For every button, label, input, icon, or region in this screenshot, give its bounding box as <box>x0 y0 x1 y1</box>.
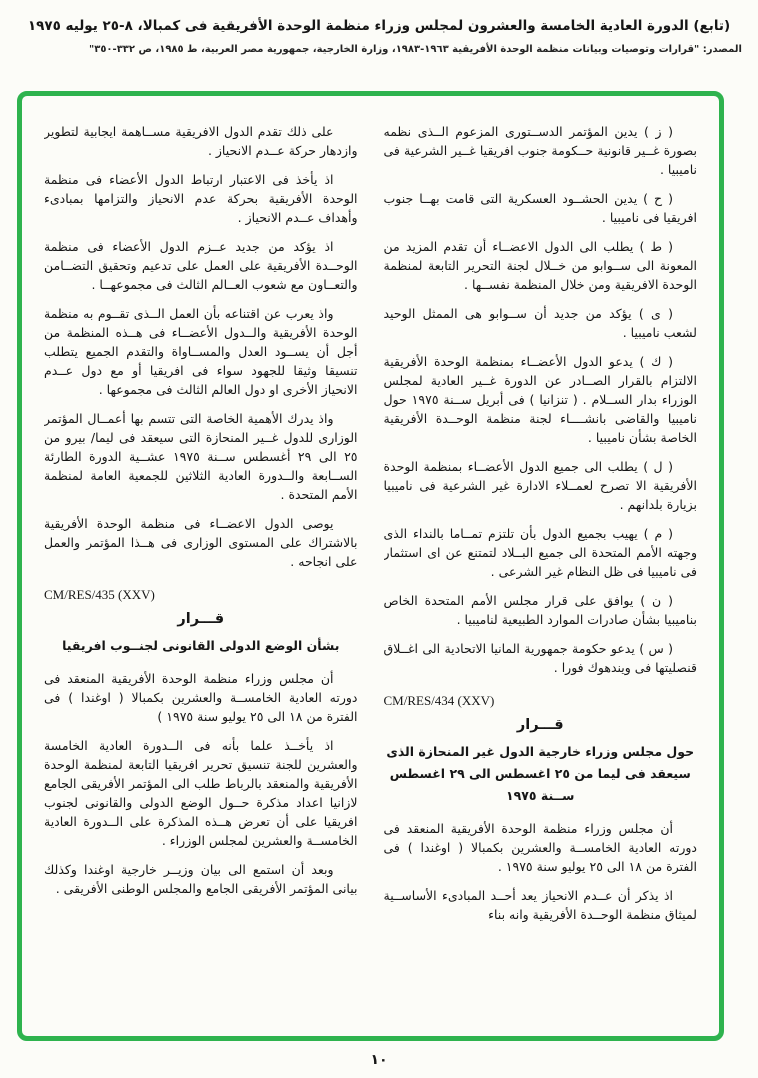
paragraph: على ذلك تقدم الدول الافريقية مســاهمة ايجابية لتطوير وازدهار حركة عــدم الانحياز . <box>44 124 358 158</box>
paragraph: ( ى ) يؤكد من جديد أن ســوابو هى الممثل الوحيد لشعب ناميبيا . <box>383 306 697 340</box>
paragraph: يوصى الدول الاعضــاء فى منظمة الوحدة الأفريقية بالاشتراك على المستوى الوزارى فى هــذا المؤتمر والعمل على انجاحه . <box>44 516 358 569</box>
paragraph: أن مجلس وزراء منظمة الوحدة الأفريقية المنعقد فى دورته العادية الخامســة والعشرين بكمبالا ( اوغندا ) فى الفترة من ١٨ الى ٢٥ يوليو سنة ١٩٧٥ . <box>383 820 697 874</box>
left-column <box>44 122 358 1018</box>
right-column <box>384 122 698 1018</box>
paragraph: ( م ) يهيب بجميع الدول بأن تلتزم تمــاما بالنداء الذى وجهته الأمم المتحدة الى جميع البــلاد لتمتنع عن اى استثمار فى ناميبيا فى ظل النظام غير الشرعى . <box>383 526 697 579</box>
paragraph: ( ح ) يدين الحشــود العسكرية التى قامت بهــا جنوب افريقيا فى ناميبيا . <box>383 191 697 225</box>
paragraph: ( ك ) يدعو الدول الأعضــاء بمنظمة الوحدة الأفريقية الالتزام بالقرار الصــادر عن الدورة غــير العادية لمجلس الوزراء بدار الســلام . ( تنزانيا ) فى أبريل ســنة ١٩٧٥ حول ناميبيا والقاضى بانشــــاء لجنة منظمة الوحــدة الأفريقية الخاصة بشأن ناميبيا . <box>383 354 697 445</box>
resolution-title: قـــرار <box>177 611 225 627</box>
paragraph: اذ يأخذ فى الاعتبار ارتباط الدول الأعضاء فى منظمة الوحدة الأفريقية بحركة عدم الانحياز والتزامها بمبادىء وأهداف عــدم الانحياز . <box>44 172 358 225</box>
resolution-code: CM/RES/435 (XXV) <box>44 587 155 602</box>
resolution-title: قـــرار <box>516 717 564 733</box>
document-header <box>16 16 742 55</box>
paragraph: ( ط ) يطلب الى الدول الاعضــاء أن تقدم المزيد من المعونة الى ســوابو من خــلال لجنة التحرير التابعة لمنظمة الوحدة الافريقية ومن خلال المنظمة نفســها . <box>383 239 697 292</box>
paragraph: أن مجلس وزراء منظمة الوحدة الأفريقية المنعقد فى دورته العادية الخامســة والعشرين بكمبالا ( اوغندا ) فى الفترة من ١٨ الى ٢٥ يوليو سنة ١٩٧٥ ) <box>44 670 358 724</box>
paragraph: اذ يؤكد من جديد عــزم الدول الأعضاء فى منظمة الوحــدة الأفريقية على العمل على تدعيم وتحقيق التضــامن والتعــاون مع شعوب العــالم الثالث فى مجموعهــا . <box>44 239 358 292</box>
paragraph: ( س ) يدعو حكومة جمهورية المانيا الاتحادية الى اغــلاق قنصليتها فى ويندهوك فورا . <box>383 641 697 675</box>
resolution-code: CM/RES/434 (XXV) <box>383 693 495 708</box>
paragraph: ( ن ) يوافق على قرار مجلس الأمم المتحدة الخاص بناميبيا بشأن صادرات الموارد الطبيعية لناميبيا . <box>383 593 697 627</box>
paragraph: وبعد أن استمع الى بيان وزيــر خارجية اوغندا وكذلك بيانى المؤتمر الأفريقى الجامع والمجلس الوطنى الأفريقى . <box>44 861 358 896</box>
paragraph: اذ يأخــذ علما بأنه فى الــدورة العادية الخامسة والعشرين للجنة تنسيق تحرير افريقيا التابعة لمنظمة الوحدة الأفريقية والمنعقد بالرباط طلب الى المؤتمر الأفريقى الجامع لازانيا اعداد مذكرة حــول الوضع الدولى والقانونى لجنوب افريقيا على أن تعرض هــذه المذكرة على الــدورة العادية الخامســة والعشرين لمجلس الوزراء . <box>44 737 358 848</box>
paragraph: واذ يدرك الأهمية الخاصة التى تتسم بها أعمــال المؤتمر الوزارى للدول غــير المنحازة التى سيعقد فى ليما/ بيرو من ٢٥ الى ٢٩ أغسطس ســنة ١٩٧٥ عشــية الدورة الطارئة الســابعة والــدورة العادية الثلاثين للجمعية العامة لمنظمة الأمم المتحدة . <box>44 411 358 502</box>
resolution-subject: بشأن الوضع الدولى القانونى لجنــوب افريقيا <box>62 638 340 653</box>
content-frame <box>17 91 724 1041</box>
paragraph: اذ يذكر أن عــدم الانحياز يعد أحــد المبادىء الأساســية لميثاق منظمة الوحــدة الأفريقية وانه بناء <box>383 887 697 922</box>
text-columns <box>22 96 719 1036</box>
paragraph: واذ يعرب عن اقتناعه بأن العمل الــذى تقــوم به منظمة الوحدة الأفريقية والــدول الأعضــاء فى هــذه المنظمة من أجل أن يســود العدل والمســاواة والتقدم الجميع يتطلب تنسيقا وثيقا للجهود سواء فى افريقيا أو مع دول عــدم الانحياز الأخرى او دول العالم الثالث فى مجموعها . <box>44 306 358 397</box>
resolution-subject: حول مجلس وزراء خارجية الدول غير المنحازة الذى سيعقد فى ليما من ٢٥ اغسطس الى ٢٩ اغسطس ســنة ١٩٧٥ <box>386 744 695 803</box>
document-title: (تابع) الدورة العادية الخامسة والعشرون لمجلس وزراء منظمة الوحدة الأفريقية فى كمبالا، ٨-٢٥ يوليه ١٩٧٥ <box>27 18 731 34</box>
source-citation: المصدر: "قرارات وتوصيات وبيانات منظمة الوحدة الأفريقية ١٩٦٣-١٩٨٣، وزارة الخارجية، جمهورية مصر العربية، ط ١٩٨٥، ص ٣٣٢-٣٥٠" <box>89 44 742 56</box>
paragraph: ( ز ) يدين المؤتمر الدســتورى المزعوم الــذى نظمه بصورة غــير قانونية حــكومة جنوب افريقيا غــير الشرعية فى ناميبيا . <box>383 124 697 177</box>
paragraph: ( ل ) يطلب الى جميع الدول الأعضــاء بمنظمة الوحدة الأفريقية الا تصرح لعمــلاء الادارة غير الشرعية فى ناميبيا بزيارة بلدانهم . <box>383 459 697 512</box>
page-number: ١٠ <box>370 1052 388 1068</box>
